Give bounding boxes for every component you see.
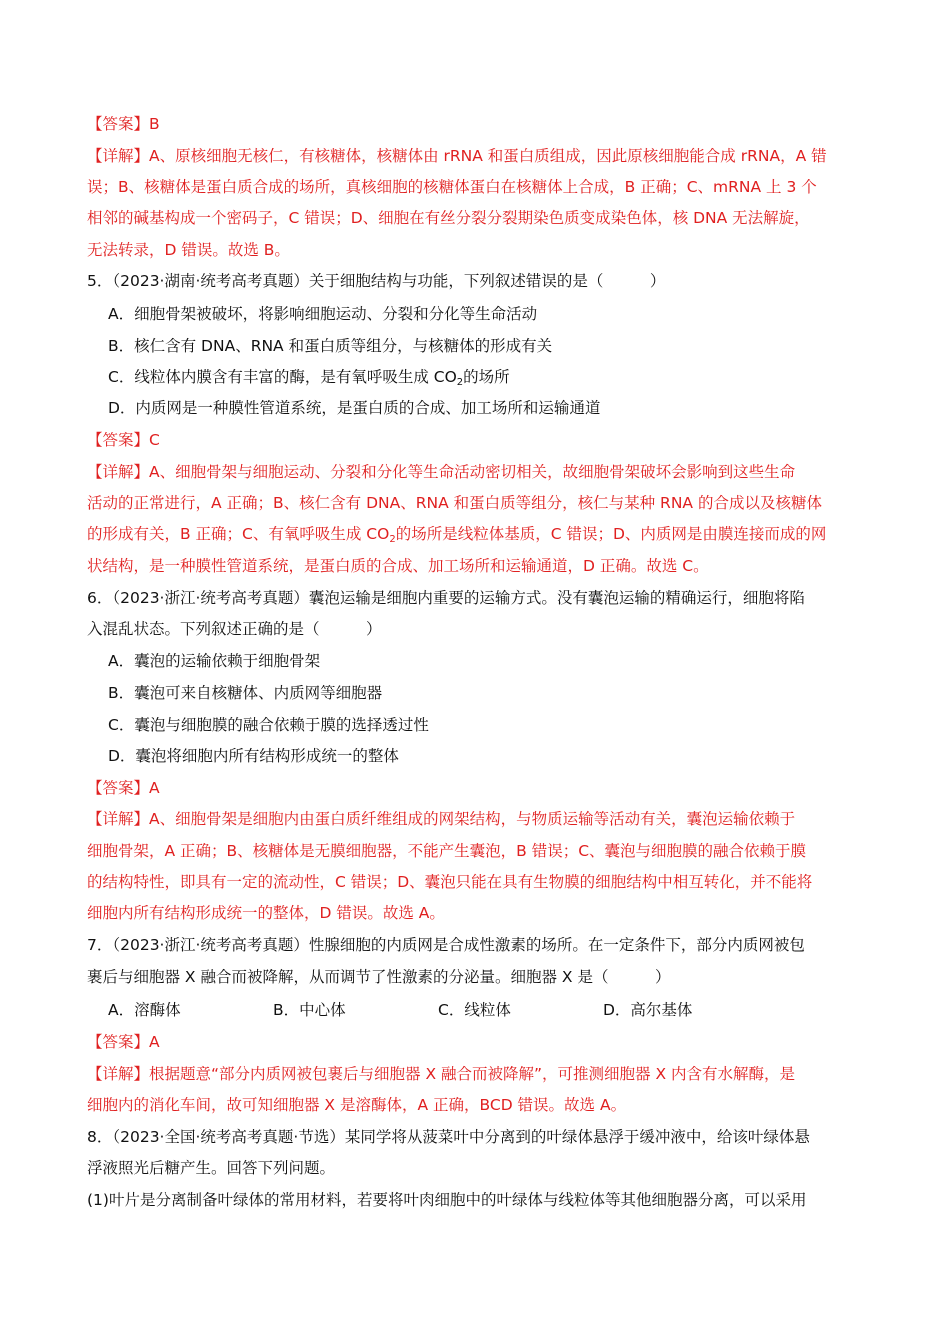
subscript: 2	[456, 377, 464, 388]
q6-stem-line: 入混乱状态。下列叙述正确的是（ ）	[87, 620, 382, 638]
q8-stem-line: 8．（2023·全国·统考高考真题·节选）某同学将从菠菜叶中分离到的叶绿体悬浮于缓冲液中，给该叶绿体悬	[87, 1128, 810, 1146]
q7-stem-line: 7．（2023·浙江·统考高考真题）性腺细胞的内质网是合成性激素的场所。在一定条件下，部分内质网被包	[87, 936, 805, 954]
q7-option-b: B．中心体	[273, 1001, 346, 1019]
q6-detail-line: 的结构特性，即具有一定的流动性，C 错误；D、囊泡只能在具有生物膜的细胞结构中相互转化，并不能将	[87, 873, 813, 891]
q5-option-b: B．核仁含有 DNA、RNA 和蛋白质等组分，与核糖体的形成有关	[108, 337, 553, 355]
q7-detail-line: 【详解】根据题意“部分内质网被包裹后与细胞器 X 融合而被降解”，可推测细胞器 X 内含有水解酶，是	[87, 1065, 796, 1083]
q5-detail-tail: 的场所是线粒体基质，C 错误；D、内质网是由膜连接而成的网	[395, 525, 827, 543]
q4-detail-line: 误；B、核糖体是蛋白质合成的场所，真核细胞的核糖体蛋白在核糖体上合成，B 正确；C、mRNA 上 3 个	[87, 178, 817, 196]
q6-answer: 【答案】A	[87, 779, 160, 797]
q4-answer: 【答案】B	[87, 115, 160, 133]
q6-option-d: D．囊泡将细胞内所有结构形成统一的整体	[108, 747, 399, 765]
q8-stem-line: 浮液照光后糖产生。回答下列问题。	[87, 1159, 336, 1177]
q5-detail-line: 【详解】A、细胞骨架与细胞运动、分裂和分化等生命活动密切相关，故细胞骨架破坏会影响到这些生命	[87, 463, 796, 481]
q5-detail-line	[87, 523, 826, 551]
q6-detail-line: 【详解】A、细胞骨架是细胞内由蛋白质纤维组成的网架结构，与物质运输等活动有关，囊泡运输依赖于	[87, 810, 796, 828]
q5-detail-line: 活动的正常进行，A 正确；B、核仁含有 DNA、RNA 和蛋白质等组分，核仁与某种 RNA 的合成以及核糖体	[87, 494, 822, 512]
q5-option-c-tail: 的场所	[463, 368, 510, 386]
q6-option-a: A．囊泡的运输依赖于细胞骨架	[108, 652, 321, 670]
q4-detail-line: 相邻的碱基构成一个密码子，C 错误；D、细胞在有丝分裂分裂期染色质变成染色体，核 DNA 无法解旋，	[87, 209, 810, 227]
q7-option-d: D．高尔基体	[603, 1001, 693, 1019]
q6-stem-line: 6．（2023·浙江·统考高考真题）囊泡运输是细胞内重要的运输方式。没有囊泡运输的精确运行，细胞将陷	[87, 589, 805, 607]
q5-option-d: D．内质网是一种膜性管道系统，是蛋白质的合成、加工场所和运输通道	[108, 399, 601, 417]
q5-answer: 【答案】C	[87, 431, 160, 449]
q6-option-b: B．囊泡可来自核糖体、内质网等细胞器	[108, 684, 383, 702]
subscript: 2	[389, 534, 396, 545]
q5-option-c-text: C．线粒体内膜含有丰富的酶，是有氧呼吸生成 CO	[108, 368, 457, 386]
q5-stem: 5．（2023·湖南·统考高考真题）关于细胞结构与功能，下列叙述错误的是（ ）	[87, 272, 666, 290]
q6-detail-line: 细胞内所有结构形成统一的整体，D 错误。故选 A。	[87, 904, 445, 922]
q7-option-a: A．溶酶体	[108, 1001, 181, 1019]
q5-option-a: A．细胞骨架被破坏，将影响细胞运动、分裂和分化等生命活动	[108, 305, 538, 323]
q7-option-c: C．线粒体	[438, 1001, 511, 1019]
q6-option-c: C．囊泡与细胞膜的融合依赖于膜的选择透过性	[108, 716, 429, 734]
q5-detail-text: 的形成有关，B 正确；C、有氧呼吸生成 CO	[87, 525, 390, 543]
q4-detail-line: 无法转录，D 错误。故选 B。	[87, 241, 290, 259]
q6-detail-line: 细胞骨架，A 正确；B、核糖体是无膜细胞器，不能产生囊泡，B 错误；C、囊泡与细胞膜的融合依赖于膜	[87, 842, 807, 860]
q5-option-c	[108, 366, 510, 394]
q7-answer: 【答案】A	[87, 1033, 160, 1051]
q8-part1: (1)叶片是分离制备叶绿体的常用材料，若要将叶肉细胞中的叶绿体与线粒体等其他细胞器分离，可以采用	[87, 1191, 807, 1209]
q7-options-row	[108, 999, 692, 1021]
q5-detail-line: 状结构，是一种膜性管道系统，是蛋白质的合成、加工场所和运输通道，D 正确。故选 C。	[87, 557, 709, 575]
q7-stem-line: 裹后与细胞器 X 融合而被降解，从而调节了性激素的分泌量。细胞器 X 是（ ）	[87, 968, 671, 986]
q4-detail-line: 【详解】A、原核细胞无核仁，有核糖体，核糖体由 rRNA 和蛋白质组成，因此原核细胞能合成 rRNA，A 错	[87, 147, 827, 165]
q7-detail-line: 细胞内的消化车间，故可知细胞器 X 是溶酶体，A 正确，BCD 错误。故选 A。	[87, 1096, 627, 1114]
